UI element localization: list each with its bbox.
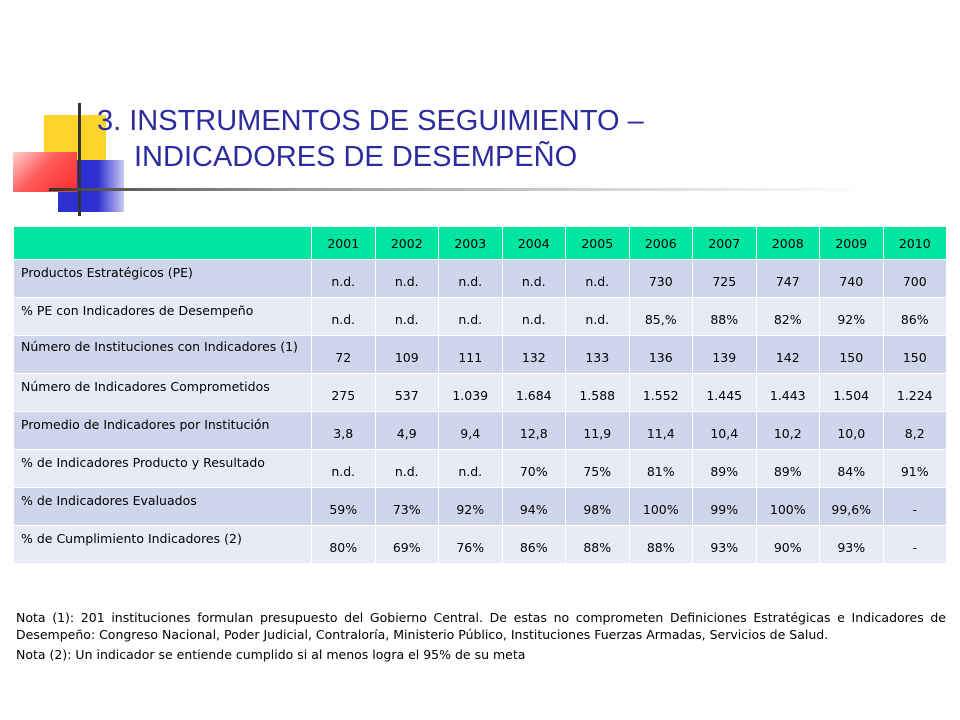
- table-row: [14, 488, 947, 526]
- footnote-1: Nota (1): 201 instituciones formulan presupuesto del Gobierno Central. De estas no comprometen Definiciones Estratégicas e Indicadores de Desempeño: Congreso Nacional, Poder Judicial, Contraloría, Ministerio Público, Instituciones Fuerzas Armadas, Servicios de Salud.: [16, 610, 946, 642]
- page-title-line-2: INDICADORES DE DESEMPEÑO: [134, 141, 578, 173]
- table-cell: n.d.: [312, 298, 376, 336]
- table-cell: 11,4: [629, 412, 693, 450]
- page-title-line-1: 3. INSTRUMENTOS DE SEGUIMIENTO –: [97, 105, 644, 137]
- year-header: 2002: [375, 227, 439, 260]
- table-cell: 92%: [820, 298, 884, 336]
- table-cell: 700: [883, 260, 947, 298]
- year-header: 2004: [502, 227, 566, 260]
- table-cell: 99,6%: [820, 488, 884, 526]
- table-cell: 94%: [502, 488, 566, 526]
- row-label: Productos Estratégicos (PE): [14, 260, 312, 298]
- indicators-table: [13, 226, 947, 564]
- table-cell: 109: [375, 336, 439, 374]
- table-cell: 1.684: [502, 374, 566, 412]
- row-label: % de Indicadores Evaluados: [14, 488, 312, 526]
- table-cell: 275: [312, 374, 376, 412]
- table-cell: 86%: [883, 298, 947, 336]
- table-cell: 8,2: [883, 412, 947, 450]
- table-cell: 1.504: [820, 374, 884, 412]
- header-corner-cell: [14, 227, 312, 260]
- table-cell: 1.443: [756, 374, 820, 412]
- logo-vertical-line: [78, 103, 81, 216]
- table-cell: 98%: [566, 488, 630, 526]
- table-cell: 70%: [502, 450, 566, 488]
- footnotes: [16, 609, 946, 666]
- table-cell: 88%: [629, 526, 693, 564]
- table-cell: 81%: [629, 450, 693, 488]
- table-row: [14, 298, 947, 336]
- table-cell: 9,4: [439, 412, 503, 450]
- table-cell: n.d.: [439, 260, 503, 298]
- row-label: Número de Indicadores Comprometidos: [14, 374, 312, 412]
- table-cell: 10,4: [693, 412, 757, 450]
- table-cell: 1.224: [883, 374, 947, 412]
- year-header: 2007: [693, 227, 757, 260]
- row-label: % de Indicadores Producto y Resultado: [14, 450, 312, 488]
- table-cell: 11,9: [566, 412, 630, 450]
- table-cell: 142: [756, 336, 820, 374]
- year-header: 2009: [820, 227, 884, 260]
- table-cell: 111: [439, 336, 503, 374]
- table-cell: 93%: [693, 526, 757, 564]
- year-header: 2001: [312, 227, 376, 260]
- table-cell: 12,8: [502, 412, 566, 450]
- table-row: [14, 526, 947, 564]
- logo-red-square: [13, 152, 77, 192]
- table-cell: 136: [629, 336, 693, 374]
- table-cell: 150: [820, 336, 884, 374]
- table-cell: n.d.: [502, 260, 566, 298]
- table-cell: 3,8: [312, 412, 376, 450]
- table-cell: 133: [566, 336, 630, 374]
- table-row: [14, 260, 947, 298]
- table-cell: 100%: [629, 488, 693, 526]
- row-label: % de Cumplimiento Indicadores (2): [14, 526, 312, 564]
- table-cell: n.d.: [312, 450, 376, 488]
- table-cell: 740: [820, 260, 884, 298]
- table-cell: 1.039: [439, 374, 503, 412]
- table-cell: 139: [693, 336, 757, 374]
- table-cell: 86%: [502, 526, 566, 564]
- table-cell: 88%: [566, 526, 630, 564]
- table-cell: 10,2: [756, 412, 820, 450]
- table-cell: 80%: [312, 526, 376, 564]
- table-cell: 100%: [756, 488, 820, 526]
- table-row: [14, 336, 947, 374]
- table-cell: 730: [629, 260, 693, 298]
- footnote-2: Nota (2): Un indicador se entiende cumplido si al menos logra el 95% de su meta: [16, 647, 526, 662]
- table-cell: 10,0: [820, 412, 884, 450]
- page-title: [97, 103, 857, 175]
- table-cell: n.d.: [566, 260, 630, 298]
- table-cell: 93%: [820, 526, 884, 564]
- table-cell: 92%: [439, 488, 503, 526]
- table-cell: 91%: [883, 450, 947, 488]
- year-header: 2008: [756, 227, 820, 260]
- table-cell: 84%: [820, 450, 884, 488]
- table-row: [14, 374, 947, 412]
- year-header: 2005: [566, 227, 630, 260]
- table-cell: 1.445: [693, 374, 757, 412]
- table-cell: 59%: [312, 488, 376, 526]
- title-underline: [49, 188, 869, 191]
- table-header-row: [14, 227, 947, 260]
- table-cell: 150: [883, 336, 947, 374]
- table-cell: 725: [693, 260, 757, 298]
- table-cell: 99%: [693, 488, 757, 526]
- table-cell: n.d.: [375, 298, 439, 336]
- table-row: [14, 450, 947, 488]
- table-cell: n.d.: [375, 450, 439, 488]
- table-cell: 89%: [756, 450, 820, 488]
- table-cell: 90%: [756, 526, 820, 564]
- row-label: % PE con Indicadores de Desempeño: [14, 298, 312, 336]
- table-cell: n.d.: [566, 298, 630, 336]
- table-cell: 747: [756, 260, 820, 298]
- table-cell: 89%: [693, 450, 757, 488]
- table-cell: 1.552: [629, 374, 693, 412]
- table-cell: 69%: [375, 526, 439, 564]
- table-cell: 76%: [439, 526, 503, 564]
- table-cell: -: [883, 526, 947, 564]
- table-cell: 1.588: [566, 374, 630, 412]
- year-header: 2003: [439, 227, 503, 260]
- table-row: [14, 412, 947, 450]
- table-cell: 72: [312, 336, 376, 374]
- table-cell: 132: [502, 336, 566, 374]
- table-cell: n.d.: [439, 298, 503, 336]
- year-header: 2010: [883, 227, 947, 260]
- row-label: Promedio de Indicadores por Institución: [14, 412, 312, 450]
- table-cell: 537: [375, 374, 439, 412]
- table-cell: 82%: [756, 298, 820, 336]
- table-cell: -: [883, 488, 947, 526]
- table-cell: 75%: [566, 450, 630, 488]
- table-cell: 73%: [375, 488, 439, 526]
- row-label: Número de Instituciones con Indicadores (1): [14, 336, 312, 374]
- table-cell: 88%: [693, 298, 757, 336]
- year-header: 2006: [629, 227, 693, 260]
- table-cell: 4,9: [375, 412, 439, 450]
- table-cell: n.d.: [439, 450, 503, 488]
- table-cell: n.d.: [502, 298, 566, 336]
- table-cell: n.d.: [312, 260, 376, 298]
- table-cell: n.d.: [375, 260, 439, 298]
- table-cell: 85,%: [629, 298, 693, 336]
